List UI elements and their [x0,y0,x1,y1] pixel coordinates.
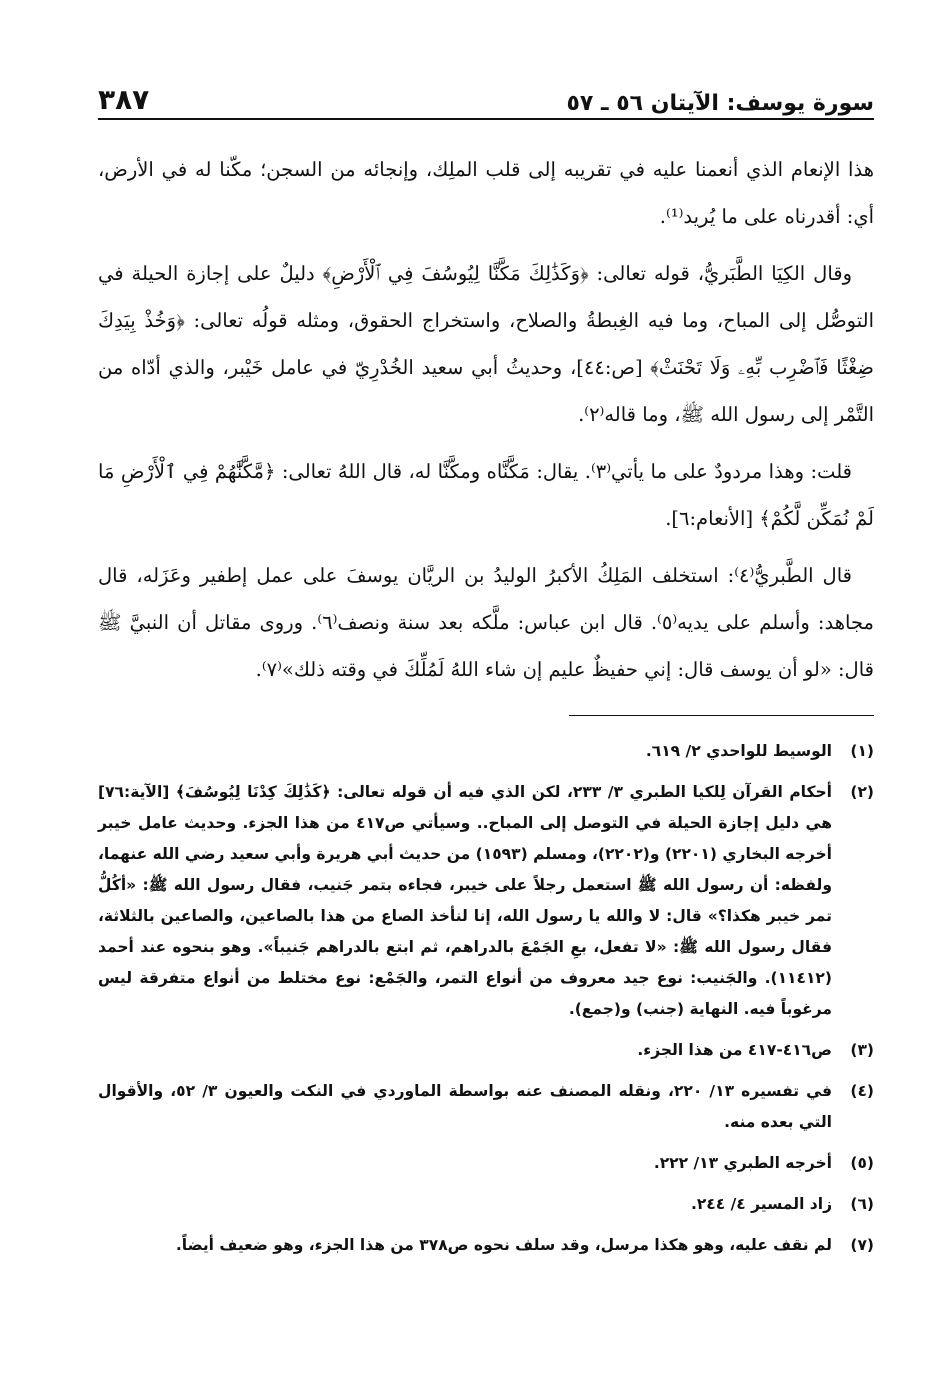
footnotes [98,736,874,1261]
surah-title: سورة يوسف: الآيتان ٥٦ ـ ٥٧ [566,91,874,116]
footnote-number: (٣) [850,1041,874,1059]
footnote-number: (٥) [850,1154,874,1172]
footnote-text: أحكام القرآن لِلكيا الطبري ٣/ ٢٣٣، لكن الذي فيه أن قوله تعالى: ﴿كَذَٰلِكَ كِدْنَا لِيُوسُفَ﴾ [الآية:٧٦] هي دليل إجازة الحيلة في التوصل إلى المباح.. وسيأتي ص٤١٧ من هذا الجزء. وحديث عامل خيبر أخرجه البخاري (٢٢٠١) و(٢٢٠٢)، ومسلم (١٥٩٣) من حديث أبي هريرة وأبي سعيد رضي الله عنهما، ولفظه: أن رسول الله ﷺ استعمل رجلاً على خيبر، فجاءه بتمر جَنيب، فقال رسول الله ﷺ: «أكُلُّ تمر خيبر هكذا؟» قال: لا والله يا رسول الله، إنا لنأخذ الصاع من هذا بالصاعين، والصاعين بالثلاثة، فقال رسول الله ﷺ: «لا تفعل، بعِ الجَمْعَ بالدراهم، ثم ابتع بالدراهم جَنيباً». وهو بنحوه عند أحمد (١١٤١٢). والجَنيب: نوع جيد معروف من أنواع التمر، والجَمْع: نوع مختلط من أنواع متفرقة ليس مرغوباً فيه. النهاية (جنب) و(جمع). [97,783,832,1018]
footnote-item [98,1076,874,1138]
footnote-text: في تفسيره ١٣/ ٢٢٠، ونقله المصنف عنه بواسطة الماوردي في النكت والعيون ٣/ ٥٢، والأقوال التي بعده منه. [98,1082,833,1131]
footnote-number: (٢) [850,783,874,801]
footnote-text: أخرجه الطبري ١٣/ ٢٢٢. [653,1154,832,1172]
footnote-text: لم نقف عليه، وهو هكذا مرسل، وقد سلف نحوه ص٣٧٨ من هذا الجزء، وهو ضعيف أيضاً. [175,1236,832,1254]
footnote-item [98,777,874,1025]
paragraph-2: وقال الكِيَا الطَّبَريُّ، قوله تعالى: ﴿وَكَذَٰلِكَ مَكَّنَّا لِيُوسُفَ فِي ٱلْأَرْضِ﴾ دليلٌ على إجازة الحيلة في التوصُّل إلى المباح، وما فيه الغِبطةُ والصلاح، واستخراج الحقوق، ومثله قولُه تعالى: ﴿وَخُذْ بِيَدِكَ ضِغْثًا فَٱضْرِب بِّهِۦ وَلَا تَحْنَثْ﴾ [ص:٤٤]، وحديثُ أبي سعيد الخُدْرِيّ في عامل خَيْبر، والذي أدّاه من التَّمْر إلى رسول الله ﷺ، وما قاله⁽٢⁾. [98,262,874,426]
footnote-text: الوسيط للواحدي ٢/ ٦١٩. [645,742,832,760]
paragraph-4: قال الطَّبريُّ⁽٤⁾: استخلف المَلِكُ الأكبرُ الوليدُ بن الريَّان يوسفَ على عمل إطفير وعَزَله، قال مجاهد: وأسلم على يديه⁽٥⁾. قال ابن عباس: ملَّكه بعد سنة ونصف⁽٦⁾. وروى مقاتل أن النبيَّ ﷺ قال: «لو أن يوسف قال: إني حفيظٌ عليم إن شاء اللهُ لَمُلِّكَ في وقته ذلك»⁽٧⁾. [98,564,874,681]
footnote-item [98,736,874,767]
footnote-separator [569,715,874,716]
footnote-number: (١) [850,742,874,760]
footnote-item [98,1230,874,1261]
footnote-number: (٧) [850,1236,874,1254]
paragraph-1: هذا الإنعام الذي أنعمنا عليه في تقريبه إلى قلب الملِك، وإنجائه من السجن؛ مكّنا له في الأرض، أي: أقدرناه على ما يُريد⁽¹⁾. [98,158,874,228]
footnote-item [98,1189,874,1220]
footnote-text: ص٤١٦-٤١٧ من هذا الجزء. [637,1041,832,1059]
footnote-number: (٤) [850,1082,874,1100]
footnote-text: زاد المسير ٤/ ٢٤٤. [690,1195,832,1213]
running-header [98,68,874,120]
footnote-item [98,1035,874,1066]
footnote-number: (٦) [850,1195,874,1213]
paragraph-3: قلت: وهذا مردودٌ على ما يأتي⁽٣⁾. يقال: مَكَّنَّاه ومكَّنَّا له، قال اللهُ تعالى: ﴿مَّكَّنَّٰهُمْ فِي ٱلْأَرْضِ مَا لَمْ نُمَكِّن لَّكُمْ﴾ [الأنعام:٦]. [98,460,874,530]
page-number: ٣٨٧ [98,83,150,116]
footnote-item [98,1148,874,1179]
main-text [98,146,874,693]
